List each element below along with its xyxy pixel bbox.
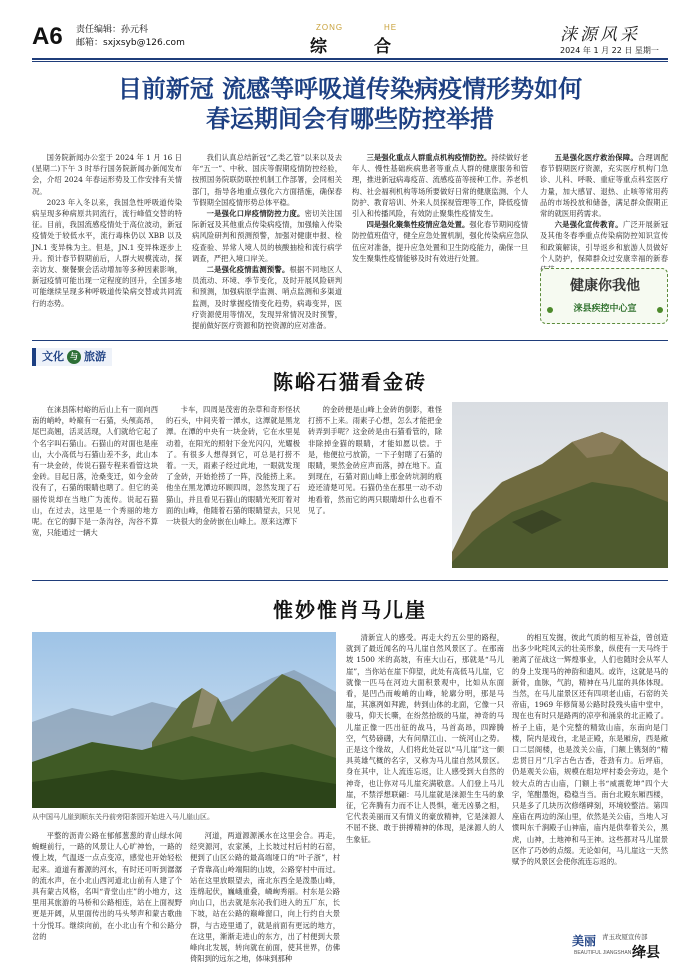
editor-name: 责任编辑：孙元科 [76, 25, 149, 35]
article2-col2 [166, 404, 300, 574]
logo-place: 绛县 [632, 945, 660, 961]
logo-text-cn: 美丽 [572, 934, 597, 948]
paragraph: 的金砖便是山峰上金砖的倒影，难怪打捞不上来。雨素子心想，怎么才能把金砖弄到手呢？这金砖是由石猫看管的，除非除掉金猫的眼睛，才能如愿以偿。于是，他便拉弓放箭，一下子射瞎了石猫的眼睛，果然金砖应声而落，掉在地下。直到现在，石猫对面山峰上那金砖坑洞的痕迹还清楚可见。石猫仍坐在那里一动不动地看着，然而它的两只眼睛却什么也看不见了。 [308, 405, 442, 515]
seal-title: 健康你我他 [570, 278, 640, 294]
article1-col1 [32, 152, 182, 334]
subheading: 一是强化口岸疫情防控力度。 [206, 209, 305, 219]
paragraph: 持续做好老年人、慢性基础疾病患者等重点人群的健康服务和管理，推进新冠病毒疫苗、流感疫苗等接种工作。养老机构、社会福利机构等场所要做好日常的健康监测、个人防护、教育培训、外来人员探视管理等工作，降低疫情引入和传播风险，有效防止聚集性疫情发生。 [352, 153, 529, 219]
paragraph: 河道，两道源源溪水在这里会合。再走，经突源河，农家溪，上长坡过村后村的石窑，便到了山区公路的最高端垭口的“叶子浙”，村子背靠高山岭端阳的山坡，公路穿村中而过。站在这里放眼望去，南北东西全是泼墨山峰，连绵起伏，巍峨重叠，嶙峋秀丽。村东是公路向山口，出去就是东沁我们进入的五厂东，长下坡，站在公路的巅峰窗口，向上行约自大景群，与古迹里通了，就是前面有更远的地方，在这里，渐渐走进山的东方，出了村便到大景峰向北发展，转向就在前面，使其世界，仿佛倚阳到的远东之地，体味到那种 [190, 831, 340, 964]
paragraph: 卡车，四周是茂密的杂草和奇形怪状的石头，中间夹着一潭水，这潭就是黑龙潭。在潭的中央有一块金砖，它在水里晃动着，在阳光的照射下金光闪闪，光耀极了。有很多人想得到它，可总是打捞不着。一天，雨素子经过此地，一眼就发现了金砖，开始抢捞了一阵，没能捞上来。他坐在黑龙潭边环顾四周，忽然发现了石猫山，并且看见石猫山的眼睛光死盯着对面的山峰，他随着石猫的眼睛望去，只见一块很大的金砖嵌在山峰上。原来这潭下 [166, 405, 300, 527]
paragraph: 强化春节期间疫情防控值班值守，健全应急处置机制，强化传染病应急队伍应对准备，提升应急处置和卫生防疫能力，确保一旦发生聚集性疫情能够及时有效进行处置。 [352, 220, 529, 263]
article3-col3 [346, 632, 504, 974]
header-rule [32, 58, 668, 60]
page-number: A6 [32, 23, 63, 50]
section-cn-2: 合 [374, 37, 391, 57]
paragraph: 2023 年入冬以来，我国急性呼吸道传染病呈现多种病原共同流行，流行峰值交替的特征。目前，我国流感疫情处于高位波动，新冠疫情处于较低水平，流行毒株仍以 XBB 以及 JN.1 变异株为主。但是，JN.1 变异株逐步上升。预计春节假期前后，人群大规模流动，探亲访友、聚餐聚会活动增加等多种因素影响，新冠疫情可能出现一定程度的回升，全国多地可能继续呈现多种呼吸道传染病交替或共同流行的态势。 [32, 197, 182, 308]
section-divider [32, 580, 668, 581]
paragraph: 广泛开展新冠及其他冬春季重点传染病防控知识宣传和政策解读，引导返乡和旅游人员做好个人防护，保障群众过安康幸福的新春 [540, 220, 669, 263]
tag-amp: 与 [67, 350, 81, 364]
editor-email: 邮箱：sxjxsyb@126.com [76, 38, 185, 48]
section-cn-1: 综 [310, 37, 327, 57]
paragraph: 我们认真总结新冠“乙类乙管”以来以及去年“五一”、中秋、国庆等假期疫情防控经验，按照国务院联防联控机制工作部署，会同相关部门，指导各地重点强化六方面措施，确保春节假期全国疫情形势总体平稳。 [192, 153, 342, 207]
paragraph: 在涞县陈村峪的后山上有一面向西南的峭岭，岭巅有一石猫，头颅高昂，尾巴高翘，活灵活现，人们就给它起了个名字叫石猫山。石猫山的对面也是座山，大小高低与石猫山差不多，此山本有一块金砖，传说石猫专程来看管这块金砖。目起日落，沧桑变迁，如今金砖没有了，石猫的眼睛也瞎了。但它的美丽传说却在当地广为流传。说起石猫山，在过去，这里是一个秀丽的地方呢。在它的脚下是一条沟谷，沟谷不算宽，只能通过一辆大 [32, 405, 158, 538]
health-seal-box [540, 268, 668, 324]
section-tag [32, 348, 112, 366]
issue-date: 2024 年 1 月 22 日 星期一 [560, 46, 659, 55]
headline-line-2: 春运期间会有哪些防控举措 [206, 105, 494, 133]
tag-left: 文化 [42, 350, 64, 363]
logo-text-en: BEAUTIFUL JIANGSHAN [574, 950, 632, 956]
subheading: 四是强化聚集性疫情应急处置。 [366, 220, 470, 230]
stone-cat-photo [452, 402, 668, 568]
subheading: 五是强化医疗救治保障。 [554, 153, 638, 162]
article2-col3 [308, 404, 442, 530]
logo-org: 青玉玫厦宣传部 [602, 933, 648, 941]
bullet-icon [657, 307, 663, 313]
article3-col4 [512, 632, 668, 924]
section-en-2: HE [384, 23, 398, 32]
section-divider [32, 340, 668, 341]
paragraph: 密切关注国际新冠及其他重点传染病疫情，加强输入传染病风险研判和预测预警，加强对健康申报、检疫查验、异常人境人员的核酸抽检和流行病学调查，严把入境口岸关。 [192, 209, 343, 263]
article3-title: 惟妙惟肖马儿崖 [273, 598, 427, 622]
article3-col2 [190, 830, 340, 974]
article1-col3 [352, 152, 528, 334]
section-en-1: ZONG [316, 23, 344, 32]
mountain-photo-image [452, 402, 668, 568]
paragraph: 平整的沥青公路在郁郁葱葱的青山绿水间蜿蜒前行，一路的风景让人心旷神怡，一路的慢上坡，气温逐一点点变凉，感觉也开始轻松起来。道道有蓄源的河水，有时还可听到潺潺的流水声，在小北山西河道北山前有人建了个具有蒙古风格，名叫“青堂山庄”的小地方，这里用其旅游的马桥和公路相连，站在上面视野更是开阔，从里面传出的马头琴声和蒙古歌曲十分悦耳。继续向前，在小北山有个和公路分岔的 [32, 831, 182, 941]
subheading: 三是强化重点人群重点机构疫情防控。 [366, 153, 492, 162]
horse-cliff-photo [32, 632, 336, 808]
subheading: 二是强化疫情监测预警。 [206, 265, 290, 275]
article1-col4 [540, 152, 668, 264]
seal-subtitle: 涞县疾控中心宣 [573, 304, 637, 314]
paragraph: 合理调配春节假期医疗资源，充实医疗机构门急诊、儿科、呼吸、重症等重点科室医疗力量，加大感冒、退热、止咳等常用药品的市场投放和储备，满足群众假期正常的就医用药需求。 [540, 153, 669, 219]
article1-col2 [192, 152, 342, 334]
headline-line-1: 目前新冠 流感等呼吸道传染病疫情形势如何 [117, 75, 583, 103]
landscape-photo-image [32, 632, 336, 808]
tag-right: 旅游 [84, 350, 106, 363]
editor-info [76, 24, 185, 50]
subheading: 六是强化宣传教育。 [554, 220, 623, 230]
article2-col1 [32, 404, 158, 574]
paragraph: 国务院新闻办公室于 2024 年 1 月 16 日(星期二)下午 3 时举行国务院新闻办新闻发布会，介绍 2024 年春运形势及工作安排有关情况。 [32, 153, 182, 196]
paragraph: 的相互发掘，彼此气质的相互补益，曾创造出多少叱咤风云的壮美形象，纵使有一天马终于驰离了征战这一辉煌事业，人们也随时会从军人的身上发现马的神韵和遗风。或许，这就是马的新骨，血脉，气韵，精神在马儿崖的具体体现。当然，在马儿崖景区还有四项老山庙，石窑的关帝庙，1969 年修简易公路时段残头庙中堂中，现在也有时只是路两的凉亭和涌泉的北正殿了。桥子上庙，是个完整的精致山庙，东南向是门楼，院内是戏台，北是正殿，东是厢房，西是敞口二层阁楼，也是泼关公庙，门额上镌刻的“精忠贯日月”几字古色古香，苍劲有力。后坪庙，仍是观关公庙，规模在组垃坪村委会旁边，是个较大点的古山庙，门额上书“威震乾坤”四个大字，笔酣墨饱，稳稳当当。南台北殿东厢西楼，只是多了几块历次修缮碑刻，环境较整洁。第四座庙在两边的深山里，依然是关公庙，当地人习惯叫东千涧殿子山神庙，庙内是供奉着关公，黑虎，山神，土地神和马王神。这些都对马儿崖景区作了巧妙的点缀。无论如何，马儿崖这一天然赋予的风景区会使你流连忘返的。 [512, 633, 668, 867]
photo-caption: 从中国马儿崖到顺东关丹前旁阳茶园开始进入马儿崖山区。 [32, 813, 214, 821]
main-headline [32, 74, 668, 134]
paragraph: 清新宜人的感受。再走大约五公里的路程，就到了最近闻名的马儿崖自然风景区了。在那南坡 1500 米的高坡，有座大山石，那就是“马儿崖”，当你站在崖下仰望，此处有高低马儿崖，它就像一匹马在河边大面积景观中，比如从东面看，是凹凸而峻峭的山峰，轮廓分明，那是马崖，其凛冽如拜跪，转到山体的北面，它像一只骏马，仰天长嘶，在纷然拾级的马崖，神奇的马儿崖正像一匹出征的战马，马首高昂，四蹄腾空，气势磅礴，大有问鼎江山、一统河山之势。正是这个缘故，人们将此处冠以“马儿崖”这一颇具英雄气概的名字，又称为马儿崖自然风景区。身在其中，让人流连忘返，让人感受到大自然的神奇，也让你对马儿崖充满敬意。人们登上马儿崖，不禁浮想联翩：马儿崖就是涞源生生马的象征，它奔腾有力而不让人畏惧，毫无凶暴之相，它代表美丽而又有情义的豪放精神，它是涞源人不屈不挠、敢于拼搏精神的体现，是涞源人的人生象征。 [346, 633, 504, 844]
brand-title: 涞源风采 [560, 25, 640, 45]
article3-col1 [32, 830, 182, 974]
paragraph: 根据不同地区人员流动、环境、季节变化，及时开展风险研判和预测，加强病原学监测、哨点监测和多渠道监测，及时掌握疫情变化趋势，病毒变异，医疗资源使用等情况，发现异常情况及时预警，提前做好医疗资源和防控资源的应对准备。 [192, 265, 343, 331]
header-rule-thin [32, 61, 668, 62]
article2-title: 陈峪石猫看金砖 [273, 370, 427, 394]
footer-logo [572, 928, 668, 968]
